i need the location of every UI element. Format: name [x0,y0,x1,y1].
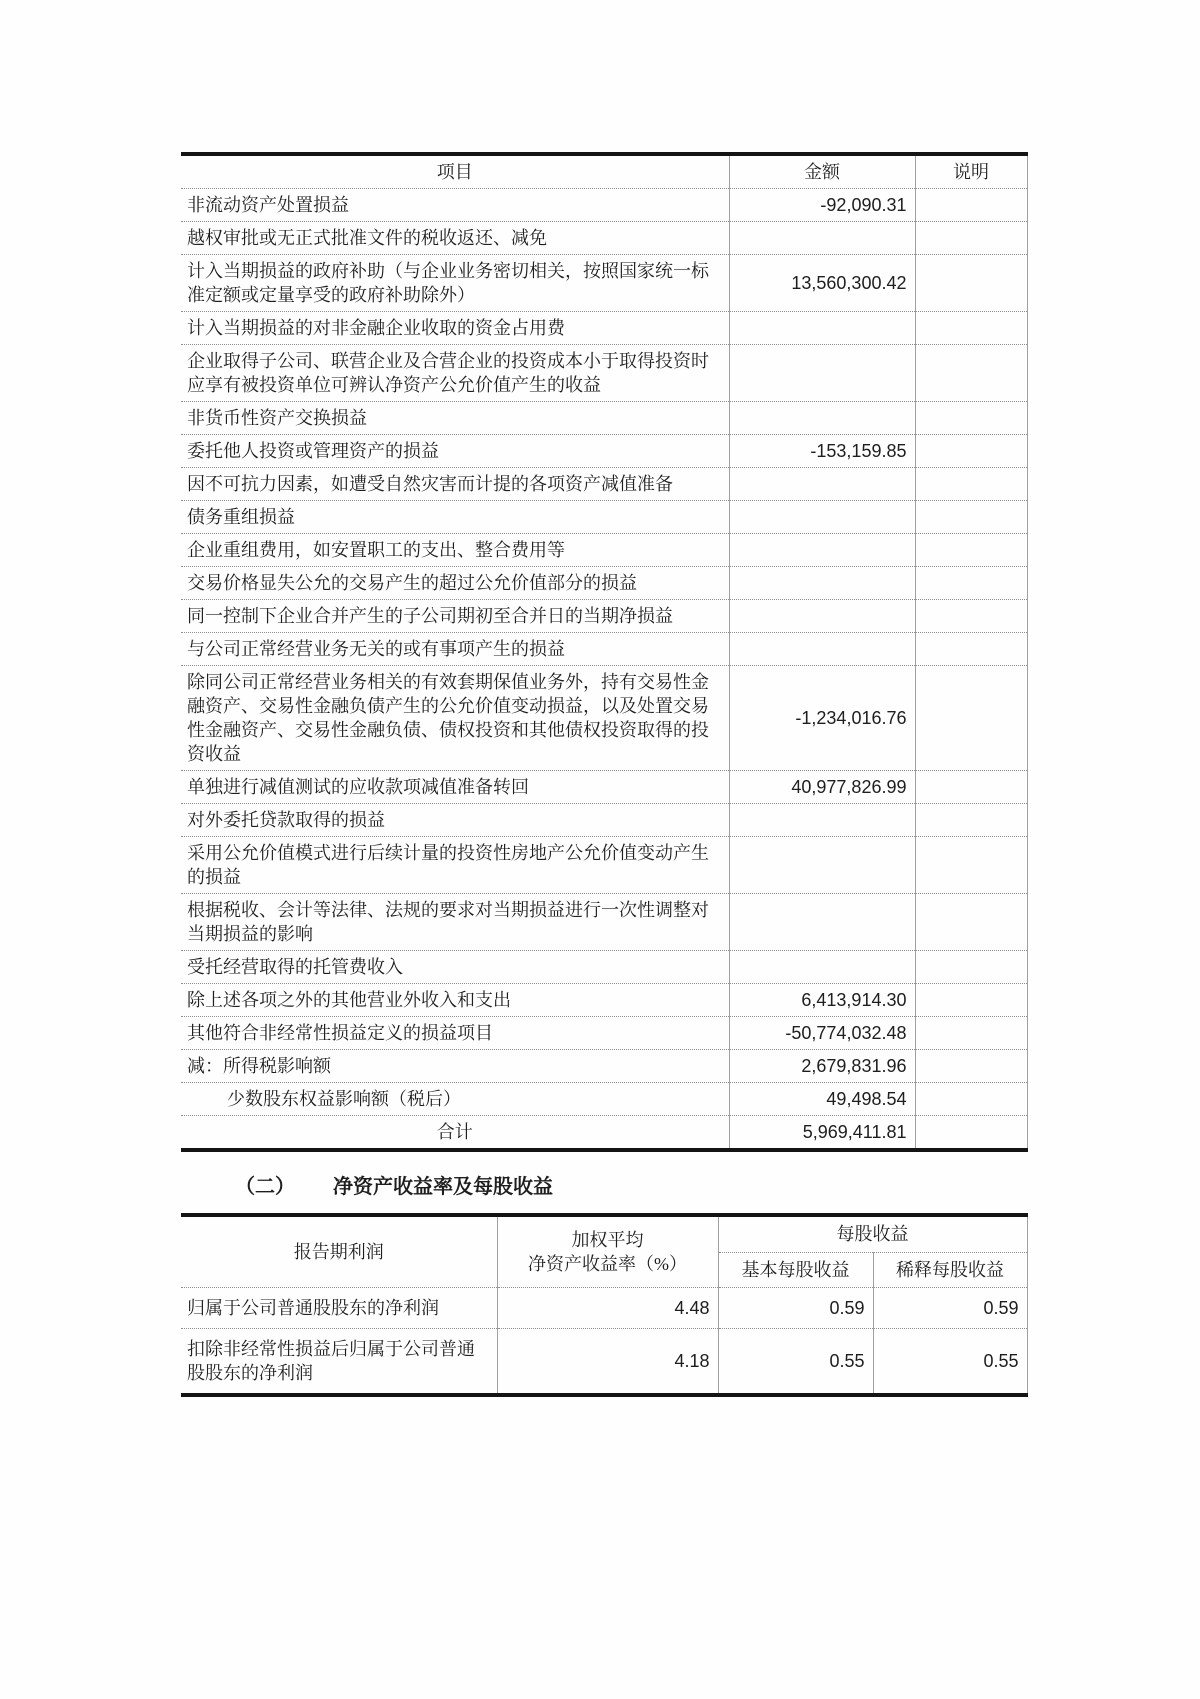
item-cell: 根据税收、会计等法律、法规的要求对当期损益进行一次性调整对当期损益的影响 [181,894,729,951]
note-cell [915,1116,1027,1151]
amount-cell: -92,090.31 [729,189,915,222]
amount-cell [729,312,915,345]
note-cell [915,222,1027,255]
note-cell [915,312,1027,345]
amount-cell: -50,774,032.48 [729,1017,915,1050]
item-cell: 企业重组费用，如安置职工的支出、整合费用等 [181,534,729,567]
column-header-basic-eps: 基本每股收益 [718,1252,873,1287]
note-cell [915,255,1027,312]
table-row [181,189,1027,222]
item-cell: 同一控制下企业合并产生的子公司期初至合并日的当期净损益 [181,600,729,633]
column-header-amount: 金额 [729,154,915,189]
table-row [181,534,1027,567]
item-cell: 合计 [181,1116,729,1151]
report-profit-cell: 扣除非经常性损益后归属于公司普通股股东的净利润 [181,1328,497,1395]
table-row [181,435,1027,468]
item-cell: 单独进行减值测试的应收款项减值准备转回 [181,771,729,804]
report-profit-cell: 归属于公司普通股股东的净利润 [181,1287,497,1328]
amount-cell [729,468,915,501]
amount-cell: -1,234,016.76 [729,666,915,771]
table-row [181,222,1027,255]
amount-cell: 49,498.54 [729,1083,915,1116]
item-cell: 其他符合非经常性损益定义的损益项目 [181,1017,729,1050]
table-row [181,501,1027,534]
table-row [181,402,1027,435]
amount-cell: -153,159.85 [729,435,915,468]
amount-cell [729,345,915,402]
note-cell [915,600,1027,633]
note-cell [915,1017,1027,1050]
item-cell: 计入当期损益的对非金融企业收取的资金占用费 [181,312,729,345]
item-cell: 计入当期损益的政府补助（与企业业务密切相关，按照国家统一标准定额或定量享受的政府补助除外） [181,255,729,312]
table-row [181,1050,1027,1083]
item-cell: 委托他人投资或管理资产的损益 [181,435,729,468]
item-cell: 越权审批或无正式批准文件的税收返还、减免 [181,222,729,255]
note-cell [915,567,1027,600]
amount-cell [729,534,915,567]
amount-cell [729,837,915,894]
column-header-item: 项目 [181,154,729,189]
weighted-roe-cell: 4.18 [497,1328,718,1395]
amount-cell [729,951,915,984]
roe-eps-table [181,1213,1028,1397]
note-cell [915,1083,1027,1116]
column-header-note: 说明 [915,154,1027,189]
amount-cell [729,894,915,951]
amount-cell [729,633,915,666]
section-number: （二） [235,1176,295,1198]
amount-cell [729,501,915,534]
note-cell [915,666,1027,771]
weighted-roe-cell: 4.48 [497,1287,718,1328]
column-header-weighted-roe [497,1215,718,1287]
table-row [181,804,1027,837]
item-cell: 除上述各项之外的其他营业外收入和支出 [181,984,729,1017]
table-row [181,312,1027,345]
table-row [181,1287,1027,1328]
table-row [181,1017,1027,1050]
basic-eps-cell: 0.59 [718,1287,873,1328]
table-row [181,345,1027,402]
item-cell: 交易价格显失公允的交易产生的超过公允价值部分的损益 [181,567,729,600]
table-row [181,468,1027,501]
diluted-eps-cell: 0.59 [873,1287,1027,1328]
note-cell [915,837,1027,894]
table-row [181,984,1027,1017]
amount-cell: 40,977,826.99 [729,771,915,804]
weighted-roe-line1: 加权平均 [571,1229,644,1250]
section-heading [235,1170,553,1199]
section-title: 净资产收益率及每股收益 [333,1176,553,1198]
item-cell: 企业取得子公司、联营企业及合营企业的投资成本小于取得投资时应享有被投资单位可辨认净资产公允价值产生的收益 [181,345,729,402]
weighted-roe-line2: 净资产收益率（%） [528,1253,687,1274]
amount-cell: 13,560,300.42 [729,255,915,312]
item-cell: 债务重组损益 [181,501,729,534]
table-row [181,951,1027,984]
note-cell [915,984,1027,1017]
note-cell [915,345,1027,402]
diluted-eps-cell: 0.55 [873,1328,1027,1395]
amount-cell [729,222,915,255]
column-header-report-profit: 报告期利润 [181,1215,497,1287]
table-row [181,837,1027,894]
table-row [181,600,1027,633]
note-cell [915,402,1027,435]
item-cell: 采用公允价值模式进行后续计量的投资性房地产公允价值变动产生的损益 [181,837,729,894]
table-row [181,894,1027,951]
note-cell [915,1050,1027,1083]
column-header-diluted-eps: 稀释每股收益 [873,1252,1027,1287]
note-cell [915,894,1027,951]
note-cell [915,771,1027,804]
amount-cell [729,600,915,633]
amount-cell [729,402,915,435]
table-header-row [181,154,1027,189]
note-cell [915,468,1027,501]
note-cell [915,951,1027,984]
item-cell: 对外委托贷款取得的损益 [181,804,729,837]
table-row [181,666,1027,771]
amount-cell: 5,969,411.81 [729,1116,915,1151]
table-header-row [181,1215,1027,1252]
table-row [181,255,1027,312]
item-cell: 少数股东权益影响额（税后） [181,1083,729,1116]
note-cell [915,435,1027,468]
item-cell: 与公司正常经营业务无关的或有事项产生的损益 [181,633,729,666]
table-row [181,1083,1027,1116]
table-row [181,771,1027,804]
amount-cell [729,567,915,600]
note-cell [915,633,1027,666]
item-cell: 非流动资产处置损益 [181,189,729,222]
item-cell: 非货币性资产交换损益 [181,402,729,435]
item-cell: 因不可抗力因素，如遭受自然灾害而计提的各项资产减值准备 [181,468,729,501]
note-cell [915,189,1027,222]
item-cell: 受托经营取得的托管费收入 [181,951,729,984]
table-row [181,567,1027,600]
amount-cell: 2,679,831.96 [729,1050,915,1083]
item-cell: 减：所得税影响额 [181,1050,729,1083]
non-recurring-items-table [181,152,1028,1152]
note-cell [915,804,1027,837]
column-header-eps-group: 每股收益 [718,1215,1027,1252]
note-cell [915,534,1027,567]
amount-cell [729,804,915,837]
amount-cell: 6,413,914.30 [729,984,915,1017]
note-cell [915,501,1027,534]
table-row [181,633,1027,666]
table-row [181,1328,1027,1395]
table-row [181,1116,1027,1151]
basic-eps-cell: 0.55 [718,1328,873,1395]
item-cell: 除同公司正常经营业务相关的有效套期保值业务外，持有交易性金融资产、交易性金融负债产生的公允价值变动损益，以及处置交易性金融资产、交易性金融负债、债权投资和其他债权投资取得的投资收益 [181,666,729,771]
